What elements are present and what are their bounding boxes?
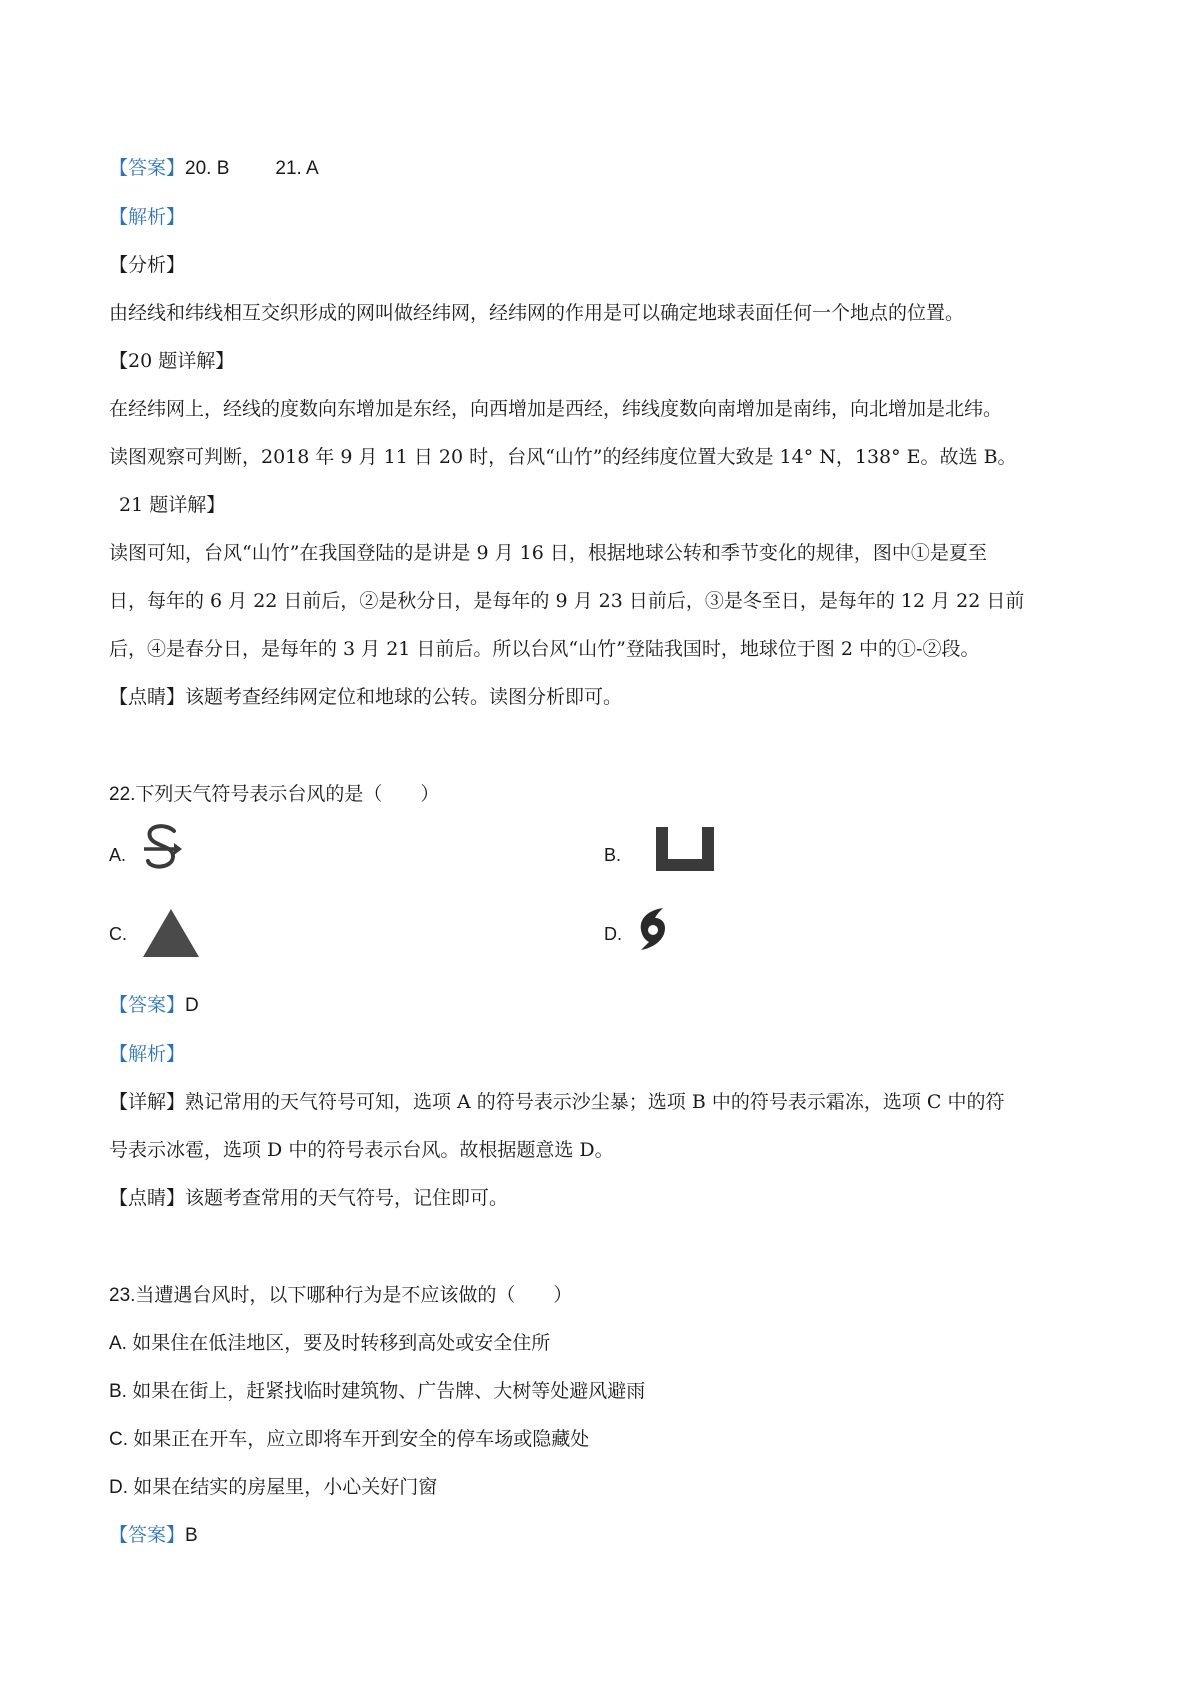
q22-option-c-label: C. — [109, 924, 127, 944]
q22-option-a-label: A. — [109, 845, 127, 865]
hail-symbol-icon — [140, 905, 202, 960]
fenxi-text: 由经线和纬线相互交织形成的网叫做经纬网，经纬网的作用是可以确定地球表面任何一个地点的位置。 — [109, 302, 965, 324]
jiexi-label-22: 【解析】 — [109, 1043, 186, 1065]
answer-22-value: D — [185, 995, 199, 1016]
xiangjie-22-line-2: 号表示冰雹，选项 D 中的符号表示台风。故根据题意选 D。 — [109, 1139, 614, 1161]
answer-label: 【答案】 — [109, 158, 186, 179]
q23-option-b: B. 如果在街上，赶紧找临时建筑物、广告牌、大树等处避风避雨 — [109, 1381, 646, 1402]
frost-symbol-icon — [652, 823, 718, 875]
xiangjie-22-line-1: 【详解】熟记常用的天气符号可知，选项 A 的符号表示沙尘暴；选项 B 中的符号表示霜冻，选项 C 中的符 — [109, 1091, 1005, 1113]
q20-detail-heading: 【20 题详解】 — [109, 350, 235, 372]
sandstorm-symbol-icon — [140, 823, 186, 875]
q22-stem: 22.下列天气符号表示台风的是（ ） — [109, 784, 440, 805]
dianjing-1: 【点睛】该题考查经纬网定位和地球的公转。读图分析即可。 — [109, 686, 623, 708]
q23-option-c: C. 如果正在开车，应立即将车开到安全的停车场或隐藏处 — [109, 1429, 590, 1450]
dianjing-22: 【点睛】该题考查常用的天气符号，记住即可。 — [109, 1187, 509, 1209]
answer-20: 20. B — [185, 158, 230, 179]
q23-option-a: A. 如果住在低洼地区，要及时转移到高处或安全住所 — [109, 1333, 551, 1354]
q22-option-b-label: B. — [604, 845, 622, 865]
q20-detail-line-2: 读图观察可判断，2018 年 9 月 11 日 20 时，台风“山竹”的经纬度位置大致是 14° N，138° E。故选 B。 — [109, 446, 1017, 468]
q21-detail-line-2: 日，每年的 6 月 22 日前后，②是秋分日，是每年的 9 月 23 日前后，③是冬至日，是每年的 12 月 22 日前 — [109, 590, 1025, 612]
answer-20-21 — [109, 157, 319, 181]
q23-option-d: D. 如果在结实的房屋里，小心关好门窗 — [109, 1477, 438, 1498]
answer-23 — [109, 1524, 198, 1548]
answer-label: 【答案】 — [109, 995, 186, 1016]
answer-21: 21. A — [275, 158, 319, 179]
q23-stem: 23.当遭遇台风时，以下哪种行为是不应该做的（ ） — [109, 1285, 573, 1306]
q21-detail-heading: 21 题详解】 — [119, 494, 226, 516]
answer-label: 【答案】 — [109, 1525, 186, 1546]
q21-detail-line-1: 读图可知，台风“山竹”在我国登陆的是讲是 9 月 16 日，根据地球公转和季节变化的规律，图中①是夏至 — [109, 542, 987, 564]
jiexi-label: 【解析】 — [109, 206, 186, 228]
q21-detail-line-3: 后，④是春分日，是每年的 3 月 21 日前后。所以台风“山竹”登陆我国时，地球位于图 2 中的①-②段。 — [109, 638, 980, 660]
typhoon-symbol-icon — [633, 904, 673, 952]
q22-option-d-label: D. — [604, 924, 622, 944]
answer-23-value: B — [185, 1525, 198, 1546]
q20-detail-line-1: 在经纬网上，经线的度数向东增加是东经，向西增加是西经，纬线度数向南增加是南纬，向北增加是北纬。 — [109, 398, 1003, 420]
fenxi-label: 【分析】 — [109, 254, 186, 276]
answer-22 — [109, 994, 199, 1018]
